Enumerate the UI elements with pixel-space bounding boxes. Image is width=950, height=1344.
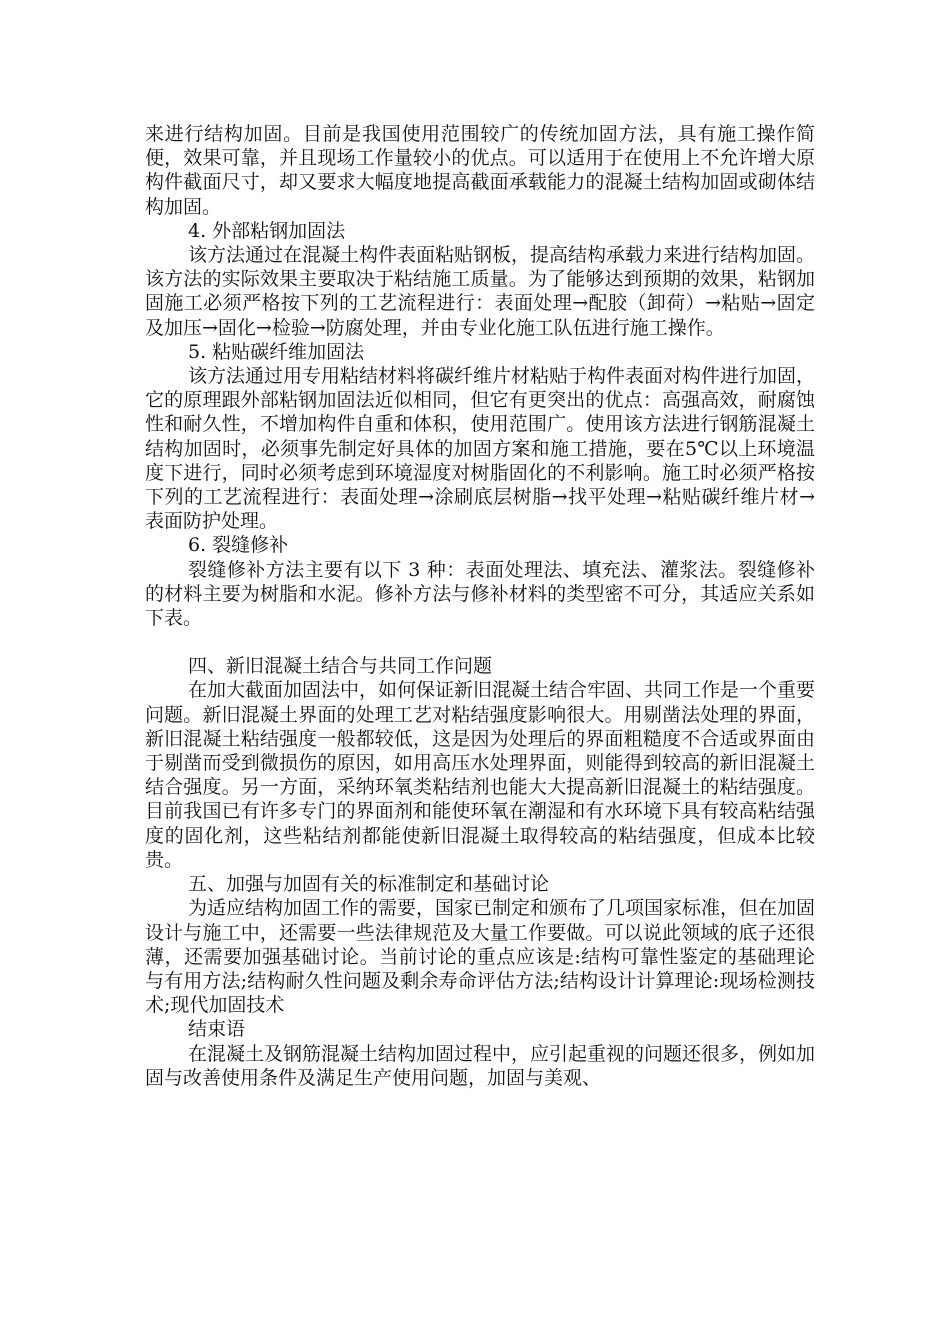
heading-conclusion: 结束语 [188,1018,246,1041]
paragraph-section-five: 为适应结构加固工作的需要，国家已制定和颁布了几项国家标准，但在加固设计与施工中，还需要一些法律规范及大量工作要做。可以说此领域的底子还很薄，还需要加强基础讨论。当前讨论的重点应该是:结构可靠性鉴定的基础理论与有用方法;结构耐久性问题及剩余寿命评估方法;结构设计计算理论:现场检测技术;现代加固技术 [145,897,816,1017]
paragraph-external-steel-bonding: 该方法通过在混凝土构件表面粘贴钢板，提高结构承载力来进行结构加固。该方法的实际效果主要取决于粘结施工质量。为了能够达到预期的效果，粘钢加固施工必须严格按下列的工艺流程进行：表面处理→配胶（卸荷）→粘贴→固定及加压→固化→检验→防腐处理，并由专业化施工队伍进行施工操作。 [145,244,816,339]
paragraph-crack-repair: 裂缝修补方法主要有以下 3 种：表面处理法、填充法、灌浆法。裂缝修补的材料主要为树脂和水泥。修补方法与修补材料的类型密不可分，其适应关系如下表。 [145,558,815,630]
heading-external-steel-bonding: 4. 外部粘钢加固法 [188,219,346,242]
paragraph-intro: 来进行结构加固。目前是我国使用范围较广的传统加固方法，具有施工操作简便，效果可靠，并且现场工作量较小的优点。可以适用于在使用上不允许增大原构件截面尺寸，却又要求大幅度地提高截面承载能力的混凝土结构加固或砌体结构加固。 [145,123,815,218]
paragraph-carbon-fiber: 该方法通过用专用粘结材料将碳纤维片材粘贴于构件表面对构件进行加固，它的原理跟外部粘钢加固法近似相同，但它有更突出的优点：高强高效，耐腐蚀性和耐久性，不增加构件自重和体积，使用范围广。使用该方法进行钢筋混凝土结构加固时，必须事先制定好具体的加固方案和施工措施，要在5℃以上环境温度下进行，同时必须考虑到环境湿度对树脂固化的不利影响。施工时必须严格按下列的工艺流程进行：表面处理→涂刷底层树脂→找平处理→粘贴碳纤维片材→表面防护处理。 [145,365,816,533]
heading-crack-repair: 6. 裂缝修补 [188,534,289,557]
blank-line [145,630,815,654]
heading-carbon-fiber: 5. 粘贴碳纤维加固法 [188,340,365,363]
heading-section-four: 四、新旧混凝土结合与共同工作问题 [188,655,493,678]
paragraph-section-four: 在加大截面加固法中，如何保证新旧混凝土结合牢固、共同工作是一个重要问题。新旧混凝土界面的处理工艺对粘结强度影响很大。用剔凿法处理的界面，新旧混凝土粘结强度一般都较低，这是因为处理后的界面粗糙度不合适或界面由于剔凿而受到微损伤的原因，如用高压水处理界面，则能得到较高的新旧混凝土结合强度。另一方面，采纳环氧类粘结剂也能大大提高新旧混凝土的粘结强度。目前我国已有许多专门的界面剂和能使环氧在潮湿和有水环境下具有较高粘结强度的固化剂，这些粘结剂都能使新旧混凝土取得较高的粘结强度，但成本比较贵。 [145,679,816,871]
document-body [145,122,815,1090]
heading-section-five: 五、加强与加固有关的标准制定和基础讨论 [188,873,550,896]
paragraph-conclusion: 在混凝土及钢筋混凝土结构加固过程中，应引起重视的问题还很多，例如加固与改善使用条件及满足生产使用问题，加固与美观、 [145,1042,816,1089]
